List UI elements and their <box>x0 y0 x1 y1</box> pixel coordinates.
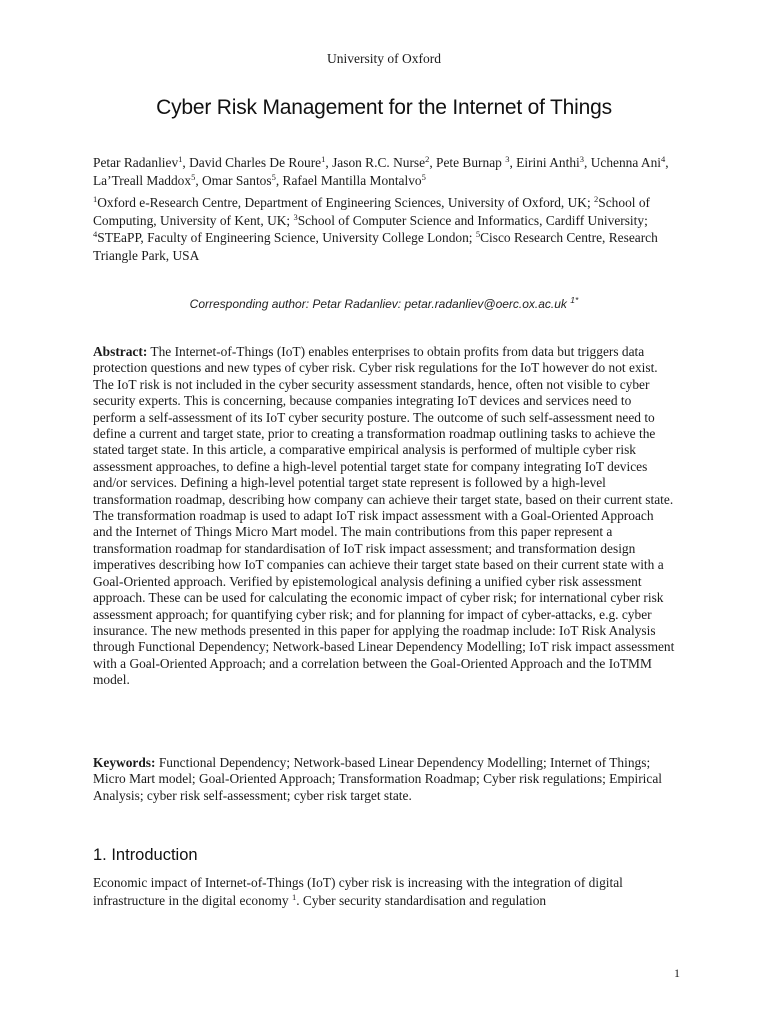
author-affiliation-mark: 4 <box>661 154 666 164</box>
author-name: Petar Radanliev <box>93 155 179 170</box>
author-separator: , <box>429 155 437 170</box>
running-header: University of Oxford <box>327 51 441 66</box>
author-separator: , <box>509 155 517 170</box>
keywords <box>93 755 675 804</box>
author-name: David Charles De Roure <box>189 155 322 170</box>
author-name: Omar Santos <box>202 172 272 188</box>
author-affiliation-mark: 2 <box>425 154 430 164</box>
paper-title: Cyber Risk Management for the Internet of Things <box>156 96 612 119</box>
section-heading-introduction: 1. Introduction <box>93 846 198 864</box>
author-separator: , <box>584 155 591 170</box>
affiliation-list <box>93 194 683 264</box>
author-name: Uchenna Ani <box>590 155 661 170</box>
author-name: Pete Burnap <box>436 155 506 170</box>
affiliation-text: Cisco Research Centre, Research Triangle Park, USA <box>93 230 658 263</box>
author-list <box>93 154 693 189</box>
affiliation-mark: 2 <box>594 194 599 204</box>
affiliation-mark: 4 <box>93 229 98 239</box>
affiliation-text: School of Computer Science and Informatics, Cardiff University; <box>297 212 648 228</box>
introduction-text: Economic impact of Internet-of-Things (IoT) cyber risk is increasing with the integration of digital infrastructure in the digital economy <box>93 875 623 908</box>
introduction-text-continued: . Cyber security standardisation and regulation <box>296 893 547 908</box>
affiliation-mark: 1 <box>93 194 98 204</box>
page-number: 1 <box>674 966 680 980</box>
author-separator: , <box>275 172 283 188</box>
abstract-text: The Internet-of-Things (IoT) enables enterprises to obtain profits from data but triggers data protection questions and new types of cyber risk. Cyber risk regulations for the IoT however do not exist. The IoT risk is not included in the cyber security assessment standards, hence, often not visible to cyber security experts. This is concerning, because companies integrating IoT devices and services need to perform a self-assessment of its IoT cyber security posture. The outcome of such self-assessment need to define a current and target state, prior to creating a transformation roadmap outlining tasks to achieve the stated target state. In this article, a comparative empirical analysis is performed of multiple cyber risk assessment approaches, to define a high-level potential target state for company integrating IoT devices and/or services. Defining a high-level potential target state represent is followed by a high-level transformation roadmap, describing how company can achieve their target state, based on their current state. The transformation roadmap is used to adapt IoT risk impact assessment with a Goal-Oriented Approach and the Internet of Things Micro Mart model. The main contributions from this paper represent a transformation roadmap for standardisation of IoT risk impact assessment; and transformation design imperatives describing how IoT companies can achieve their target state based on their current state with a Goal-Oriented approach. Verified by epistemological analysis defining a unified cyber risk assessment approach. These can be used for calculating the economic impact of cyber risk; for international cyber risk assessment approach; for quantifying cyber risk; and for planning for impact of cyber-attacks, e.g. cyber insurance. The new methods presented in this paper for applying the roadmap include: IoT Risk Analysis through Functional Dependency; Network-based Linear Dependency Modelling; IoT risk impact assessment with a Goal-Oriented Approach; and a correlation between the Goal-Oriented Approach and the IoTMM model. <box>93 344 675 688</box>
author-separator: , <box>325 155 333 170</box>
corresponding-author-mark: 1* <box>570 295 579 305</box>
corresponding-author <box>0 297 768 311</box>
introduction-paragraph <box>93 874 675 910</box>
affiliation-mark: 5 <box>475 229 481 239</box>
author-affiliation-mark: 5 <box>271 171 276 182</box>
author-affiliation-mark: 3 <box>505 154 510 164</box>
keywords-text: Functional Dependency; Network-based Linear Dependency Modelling; Internet of Things; Micro Mart model; Goal-Oriented Approach; Transformation Roadmap; Cyber risk regulations; Empirical Analysis; cyber risk self-assessment; cyber risk target state. <box>93 755 662 803</box>
affiliation-mark: 3 <box>293 211 298 222</box>
author-affiliation-mark: 3 <box>579 154 585 164</box>
author-name: Rafael Mantilla Montalvo <box>282 172 422 188</box>
author-affiliation-mark: 1 <box>178 154 183 164</box>
corresponding-author-text: Corresponding author: Petar Radanliev: petar.radanliev@oerc.ox.ac.uk <box>189 297 567 311</box>
author-separator: , <box>665 155 669 170</box>
author-affiliation-mark: 5 <box>191 171 196 182</box>
author-name: Eirini Anthi <box>516 155 580 170</box>
author-separator: , <box>195 172 203 188</box>
affiliation-text: STEaPP, Faculty of Engineering Science, University College London; <box>97 230 476 245</box>
author-separator: , <box>182 155 190 170</box>
keywords-label: Keywords: <box>93 755 156 770</box>
abstract <box>93 344 675 689</box>
affiliation-text: Oxford e-Research Centre, Department of Engineering Sciences, University of Oxford, UK; <box>97 195 595 210</box>
affiliation-text: School of Computing, University of Kent, UK; <box>93 195 650 228</box>
author-affiliation-mark: 5 <box>421 171 426 182</box>
citation-mark: 1 <box>291 892 297 902</box>
abstract-label: Abstract: <box>93 344 148 359</box>
author-affiliation-mark: 1 <box>321 154 326 164</box>
author-name: La’Treall Maddox <box>93 172 192 188</box>
author-name: Jason R.C. Nurse <box>332 155 426 170</box>
